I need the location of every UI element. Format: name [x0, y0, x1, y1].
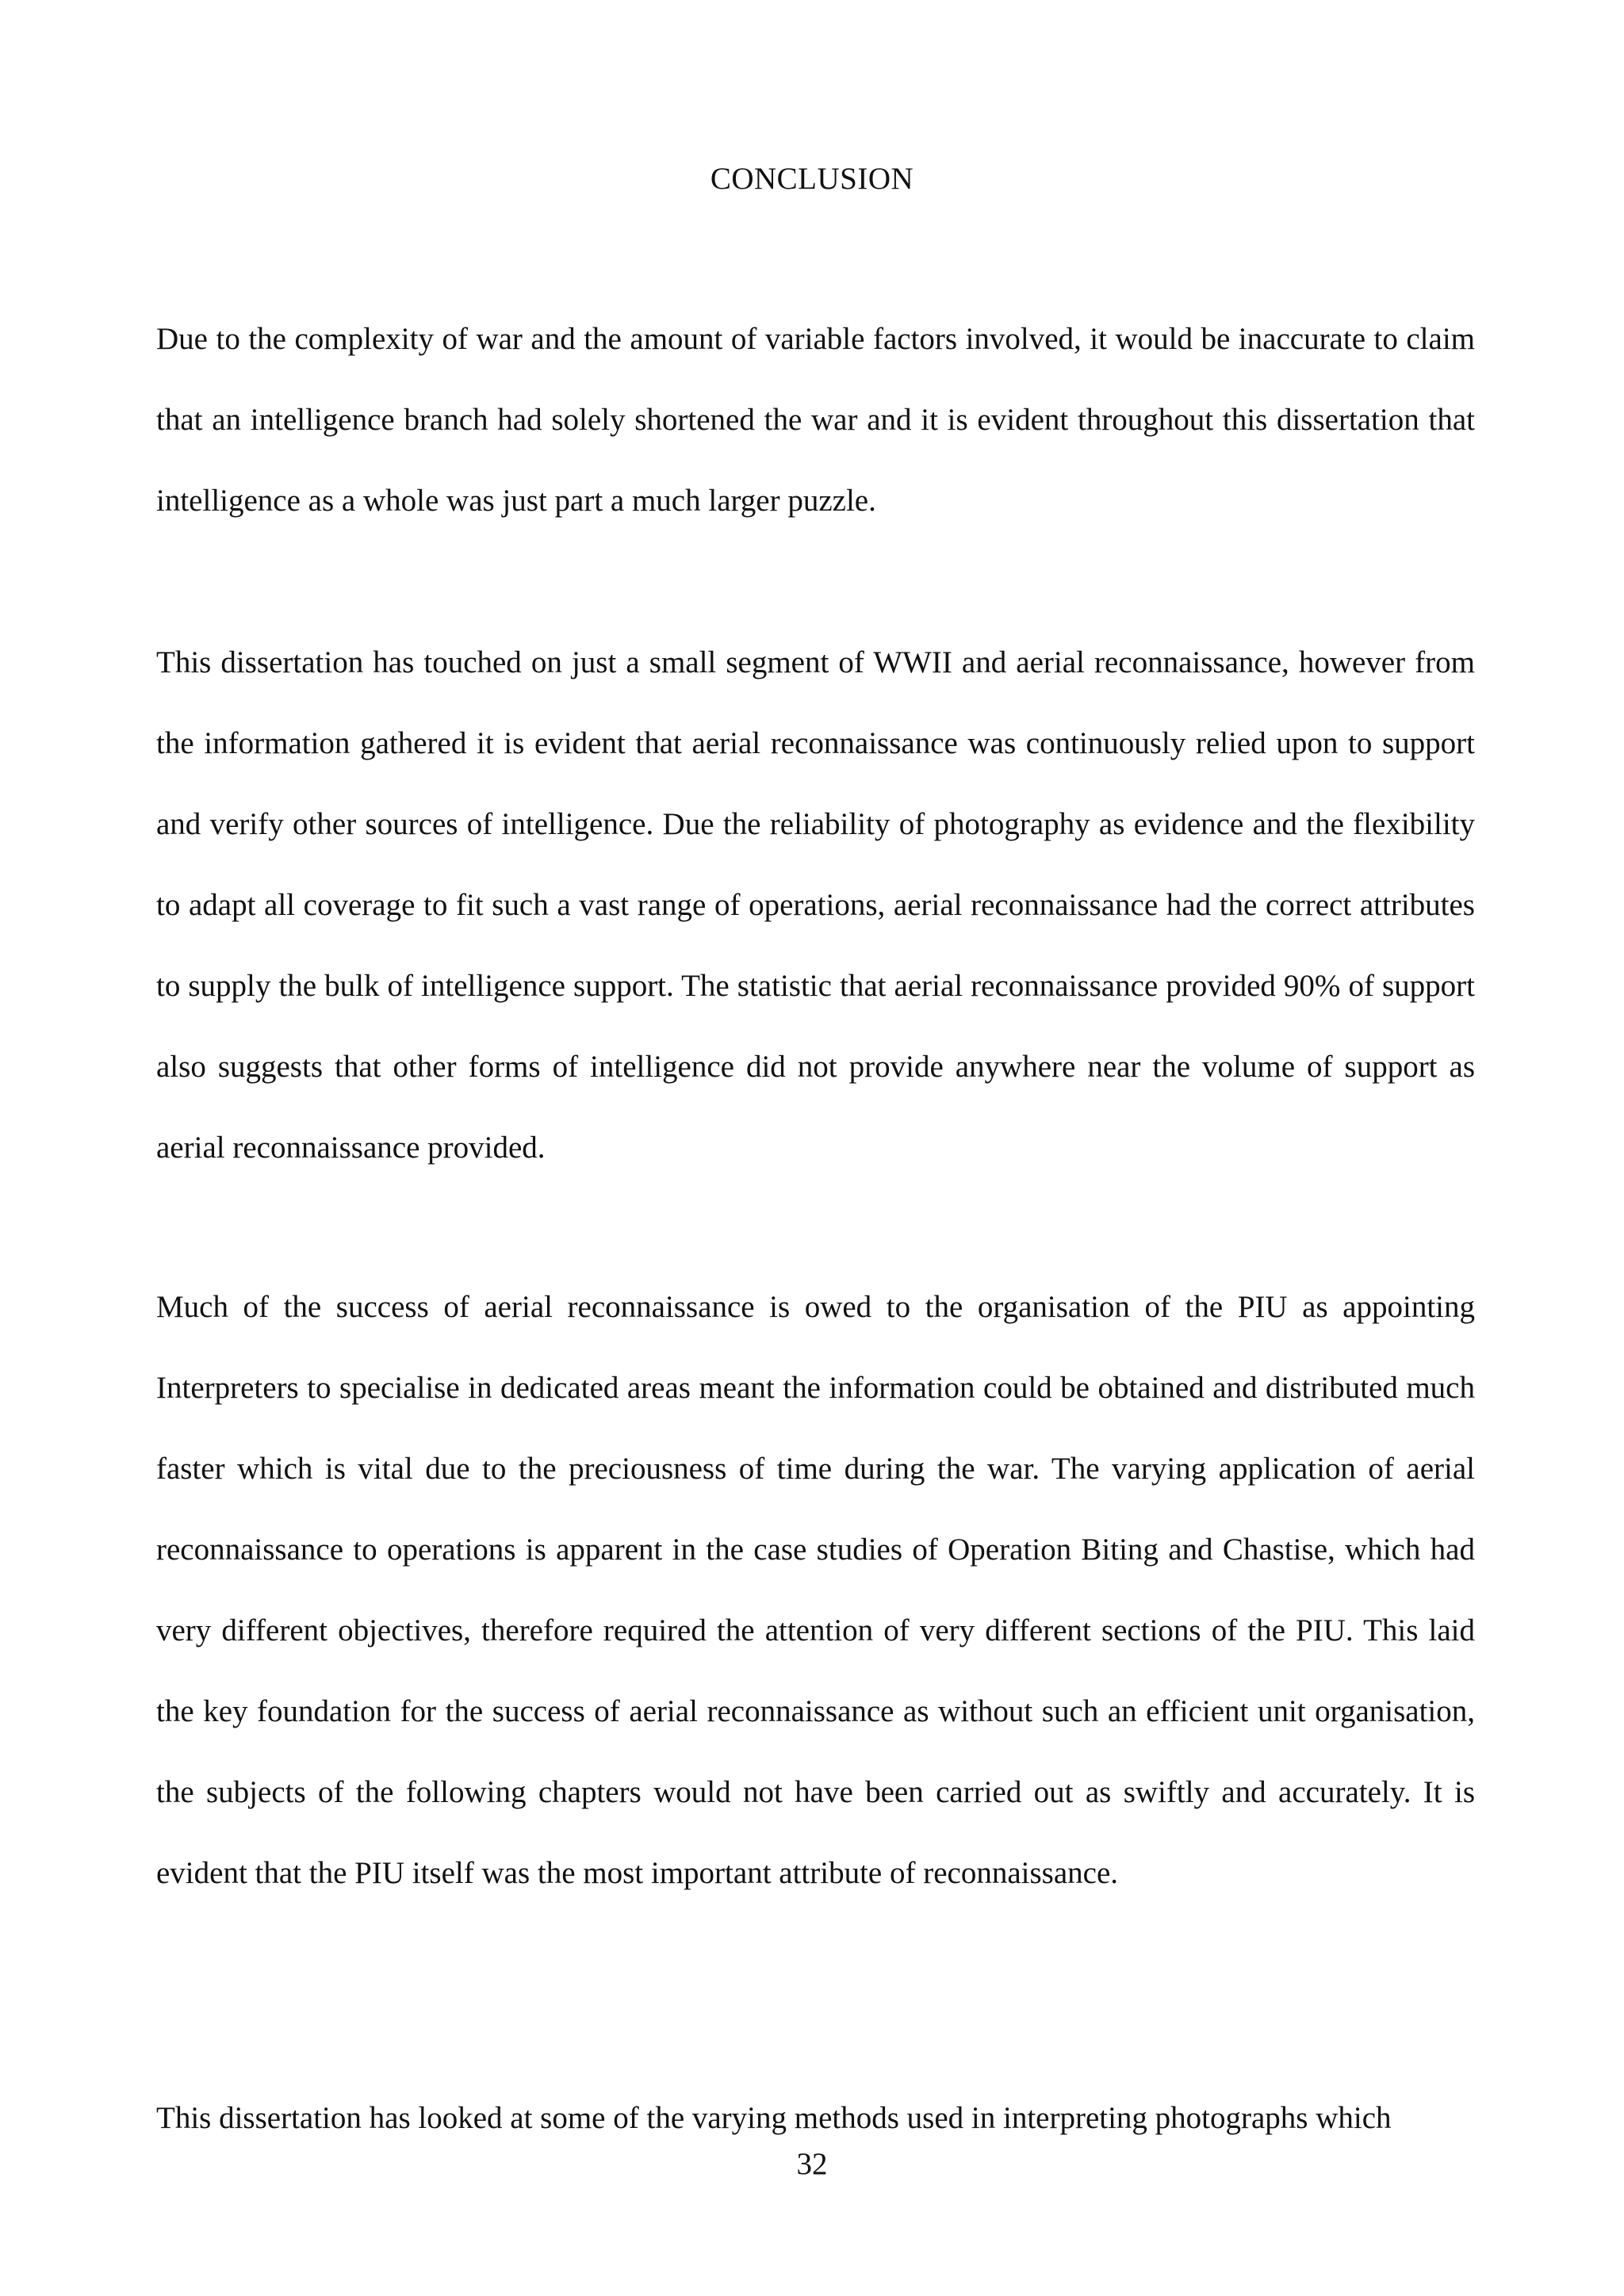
page-number: 32: [796, 2147, 828, 2181]
paragraph-4: This dissertation has looked at some of the varying methods used in interpreting photographs which: [156, 2101, 1392, 2135]
page-title: CONCLUSION: [710, 162, 914, 196]
paragraph-3: Much of the success of aerial reconnaissance is owed to the organisation of the PIU as appointing Interpreters to specialise in dedicated areas meant the information could be obtained and distributed much faster which is vital due to the preciousness of time during the war. The varying application of aerial reconnaissance to operations is apparent in the case studies of Operation Biting and Chastise, which had very different objectives, therefore required the attention of very different sections of the PIU. This laid the key foundation for the success of aerial reconnaissance as without such an efficient unit organisation, the subjects of the following chapters would not have been carried out as swiftly and accurately. It is evident that the PIU itself was the most important attribute of reconnaissance.: [156, 1290, 1475, 1890]
paragraph-1: Due to the complexity of war and the amount of variable factors involved, it would be inaccurate to claim that an intelligence branch had solely shortened the war and it is evident throughout this dissertation that intelligence as a whole was just part a much larger puzzle.: [156, 322, 1475, 518]
paragraph-2: This dissertation has touched on just a small segment of WWII and aerial reconnaissance, however from the information gathered it is evident that aerial reconnaissance was continuously relied upon to support and verify other sources of intelligence. Due the reliability of photography as evidence and the flexibility to adapt all coverage to fit such a vast range of operations, aerial reconnaissance had the correct attributes to supply the bulk of intelligence support. The statistic that aerial reconnaissance provided 90% of support also suggests that other forms of intelligence did not provide anywhere near the volume of support as aerial reconnaissance provided.: [156, 645, 1475, 1165]
